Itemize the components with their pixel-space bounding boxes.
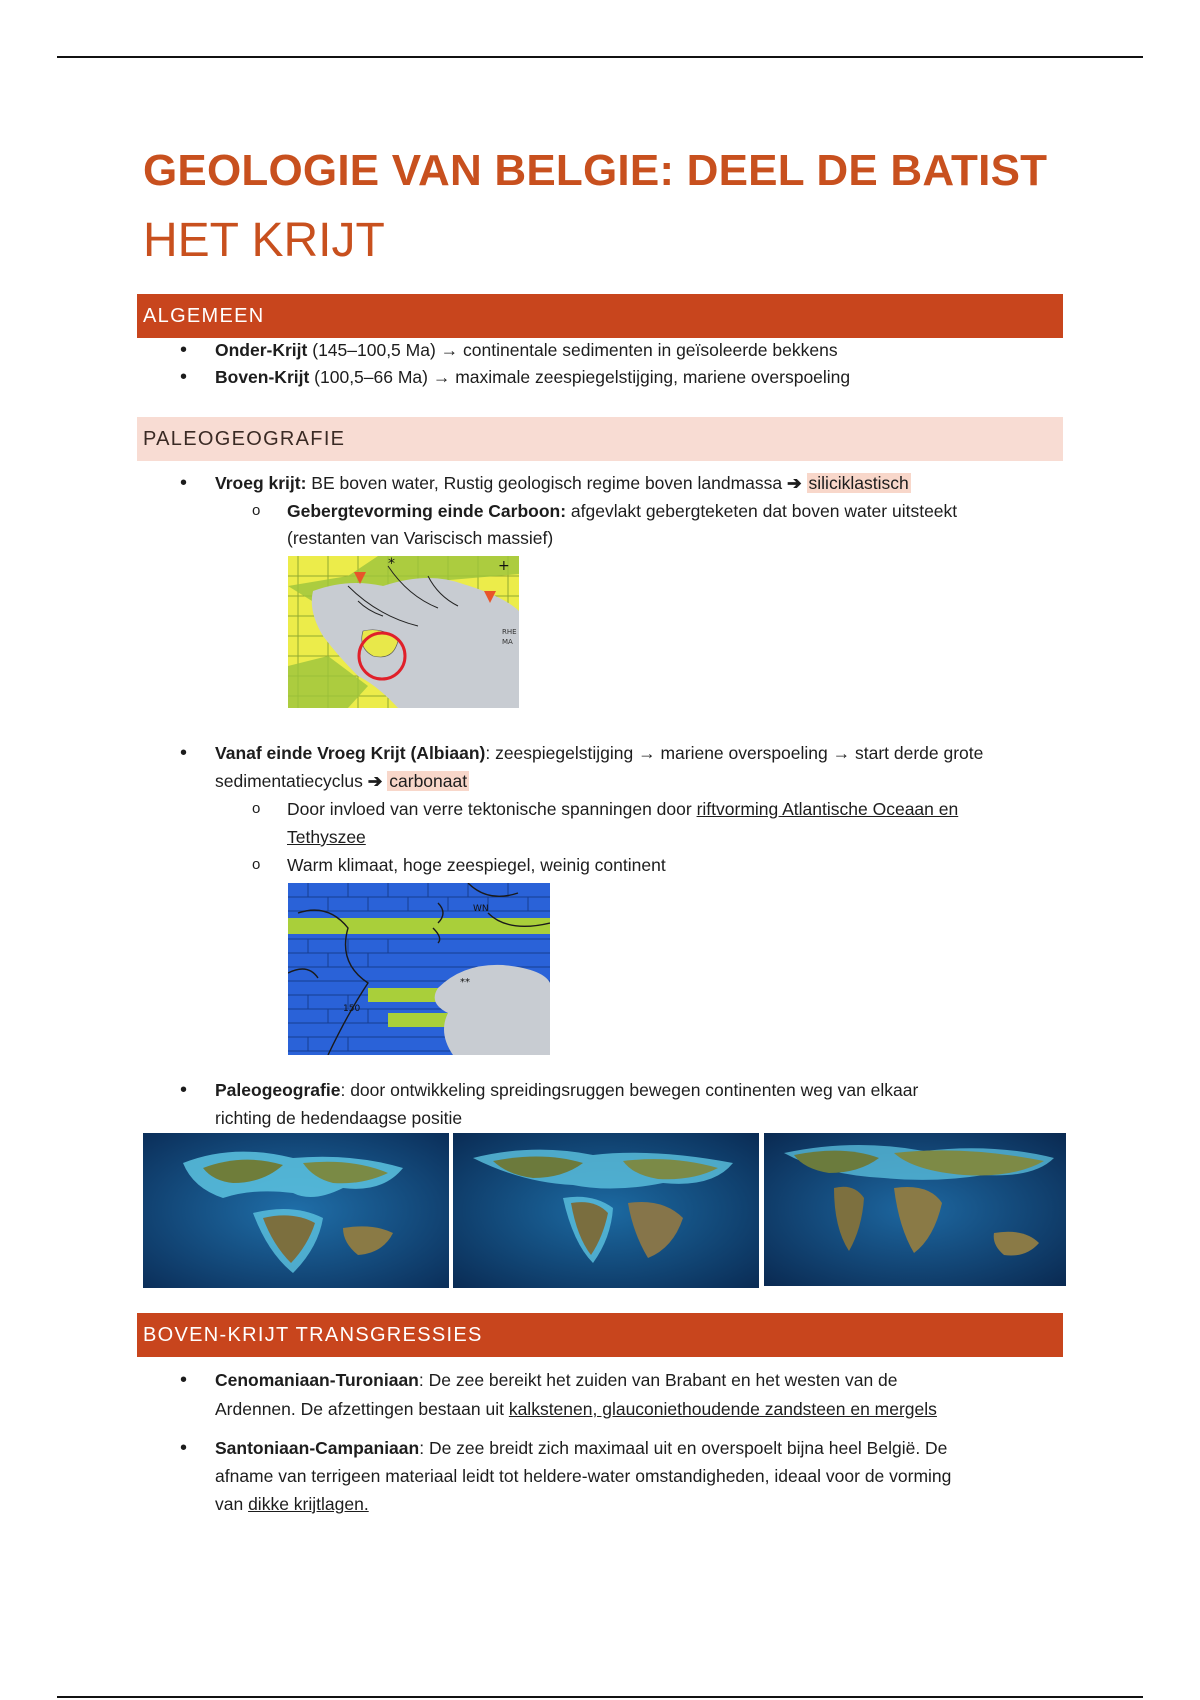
map-label: 150: [343, 1004, 361, 1014]
map-vroeg-krijt: [288, 556, 519, 708]
list-item-continued: Ardennen. De afzettingen bestaan uit kalkstenen, glauconiethoudende zandsteen en mergels: [215, 1399, 937, 1419]
bullet-icon: •: [180, 1079, 188, 1101]
bullet-icon: •: [180, 1369, 188, 1391]
list-item-continued: sedimentatiecyclus ➔ carbonaat: [215, 771, 468, 791]
list-item-continued: van dikke krijtlagen.: [215, 1494, 369, 1514]
paleomap-3: [764, 1133, 1066, 1286]
paleomap-2: [453, 1133, 759, 1288]
list-item: Santoniaan-Campaniaan: De zee breidt zich maximaal uit en overspoelt bijna heel België. De: [215, 1438, 948, 1458]
section-heading-paleogeografie: PALEOGEOGRAFIE: [137, 417, 1063, 461]
circle-bullet-icon: o: [252, 856, 261, 873]
bottom-rule: [57, 1696, 1143, 1698]
map-label: MA: [502, 638, 513, 646]
bullet-icon: •: [180, 742, 188, 764]
section-heading-algemeen: ALGEMEEN: [137, 294, 1063, 338]
page-title: GEOLOGIE VAN BELGIE: DEEL DE BATIST: [143, 146, 1048, 195]
bullet-icon: •: [180, 472, 188, 494]
bullet-icon: •: [180, 339, 188, 361]
map-albiaan: [288, 883, 550, 1055]
list-item: Cenomaniaan-Turoniaan: De zee bereikt het zuiden van Brabant en het westen van de: [215, 1370, 898, 1390]
page-subtitle: HET KRIJT: [143, 214, 385, 267]
list-item: Boven-Krijt (100,5–66 Ma) → maximale zeespiegelstijging, mariene overspoeling: [215, 367, 851, 387]
sub-list-item-continued: Tethyszee: [287, 827, 366, 847]
list-item-continued: richting de hedendaagse positie: [215, 1108, 463, 1128]
arrow-icon: ➔: [367, 771, 383, 791]
list-item: Vanaf einde Vroeg Krijt (Albiaan): zeespiegelstijging → mariene overspoeling → start derde grote: [215, 743, 984, 763]
list-item: Paleogeografie: door ontwikkeling spreidingsruggen bewegen continenten weg van elkaar: [215, 1080, 919, 1100]
svg-text:**: **: [460, 977, 470, 988]
circle-bullet-icon: o: [252, 502, 261, 519]
svg-text:*: *: [388, 556, 395, 572]
svg-text:+: +: [498, 558, 510, 574]
sub-list-item: Door invloed van verre tektonische spanningen door riftvorming Atlantische Oceaan en: [287, 799, 959, 819]
highlight-siliciklastisch: siliciklastisch: [808, 473, 909, 493]
sub-list-item: Warm klimaat, hoge zeespiegel, weinig continent: [287, 855, 666, 875]
circle-bullet-icon: o: [252, 800, 261, 817]
section-heading-transgressies: BOVEN-KRIJT TRANSGRESSIES: [137, 1313, 1063, 1357]
map-label: RHE: [502, 628, 517, 636]
list-item: Vroeg krijt: BE boven water, Rustig geologisch regime boven landmassa ➔ siliciklastisch: [215, 473, 909, 493]
top-rule: [57, 56, 1143, 58]
highlight-carbonaat: carbonaat: [389, 771, 468, 791]
map-label: WN: [473, 904, 489, 914]
sub-list-item: Gebergtevorming einde Carboon: afgevlakt gebergteketen dat boven water uitsteekt: [287, 501, 958, 521]
paleomap-1: [143, 1133, 449, 1288]
list-item: Onder-Krijt (145–100,5 Ma) → continentale sedimenten in geïsoleerde bekkens: [215, 340, 838, 360]
arrow-icon: ➔: [786, 473, 802, 493]
bullet-icon: •: [180, 1437, 188, 1459]
list-item-continued: afname van terrigeen materiaal leidt tot heldere-water omstandigheden, ideaal voor de vorming: [215, 1466, 952, 1486]
bullet-icon: •: [180, 366, 188, 388]
sub-list-item-continued: (restanten van Variscisch massief): [287, 528, 554, 548]
